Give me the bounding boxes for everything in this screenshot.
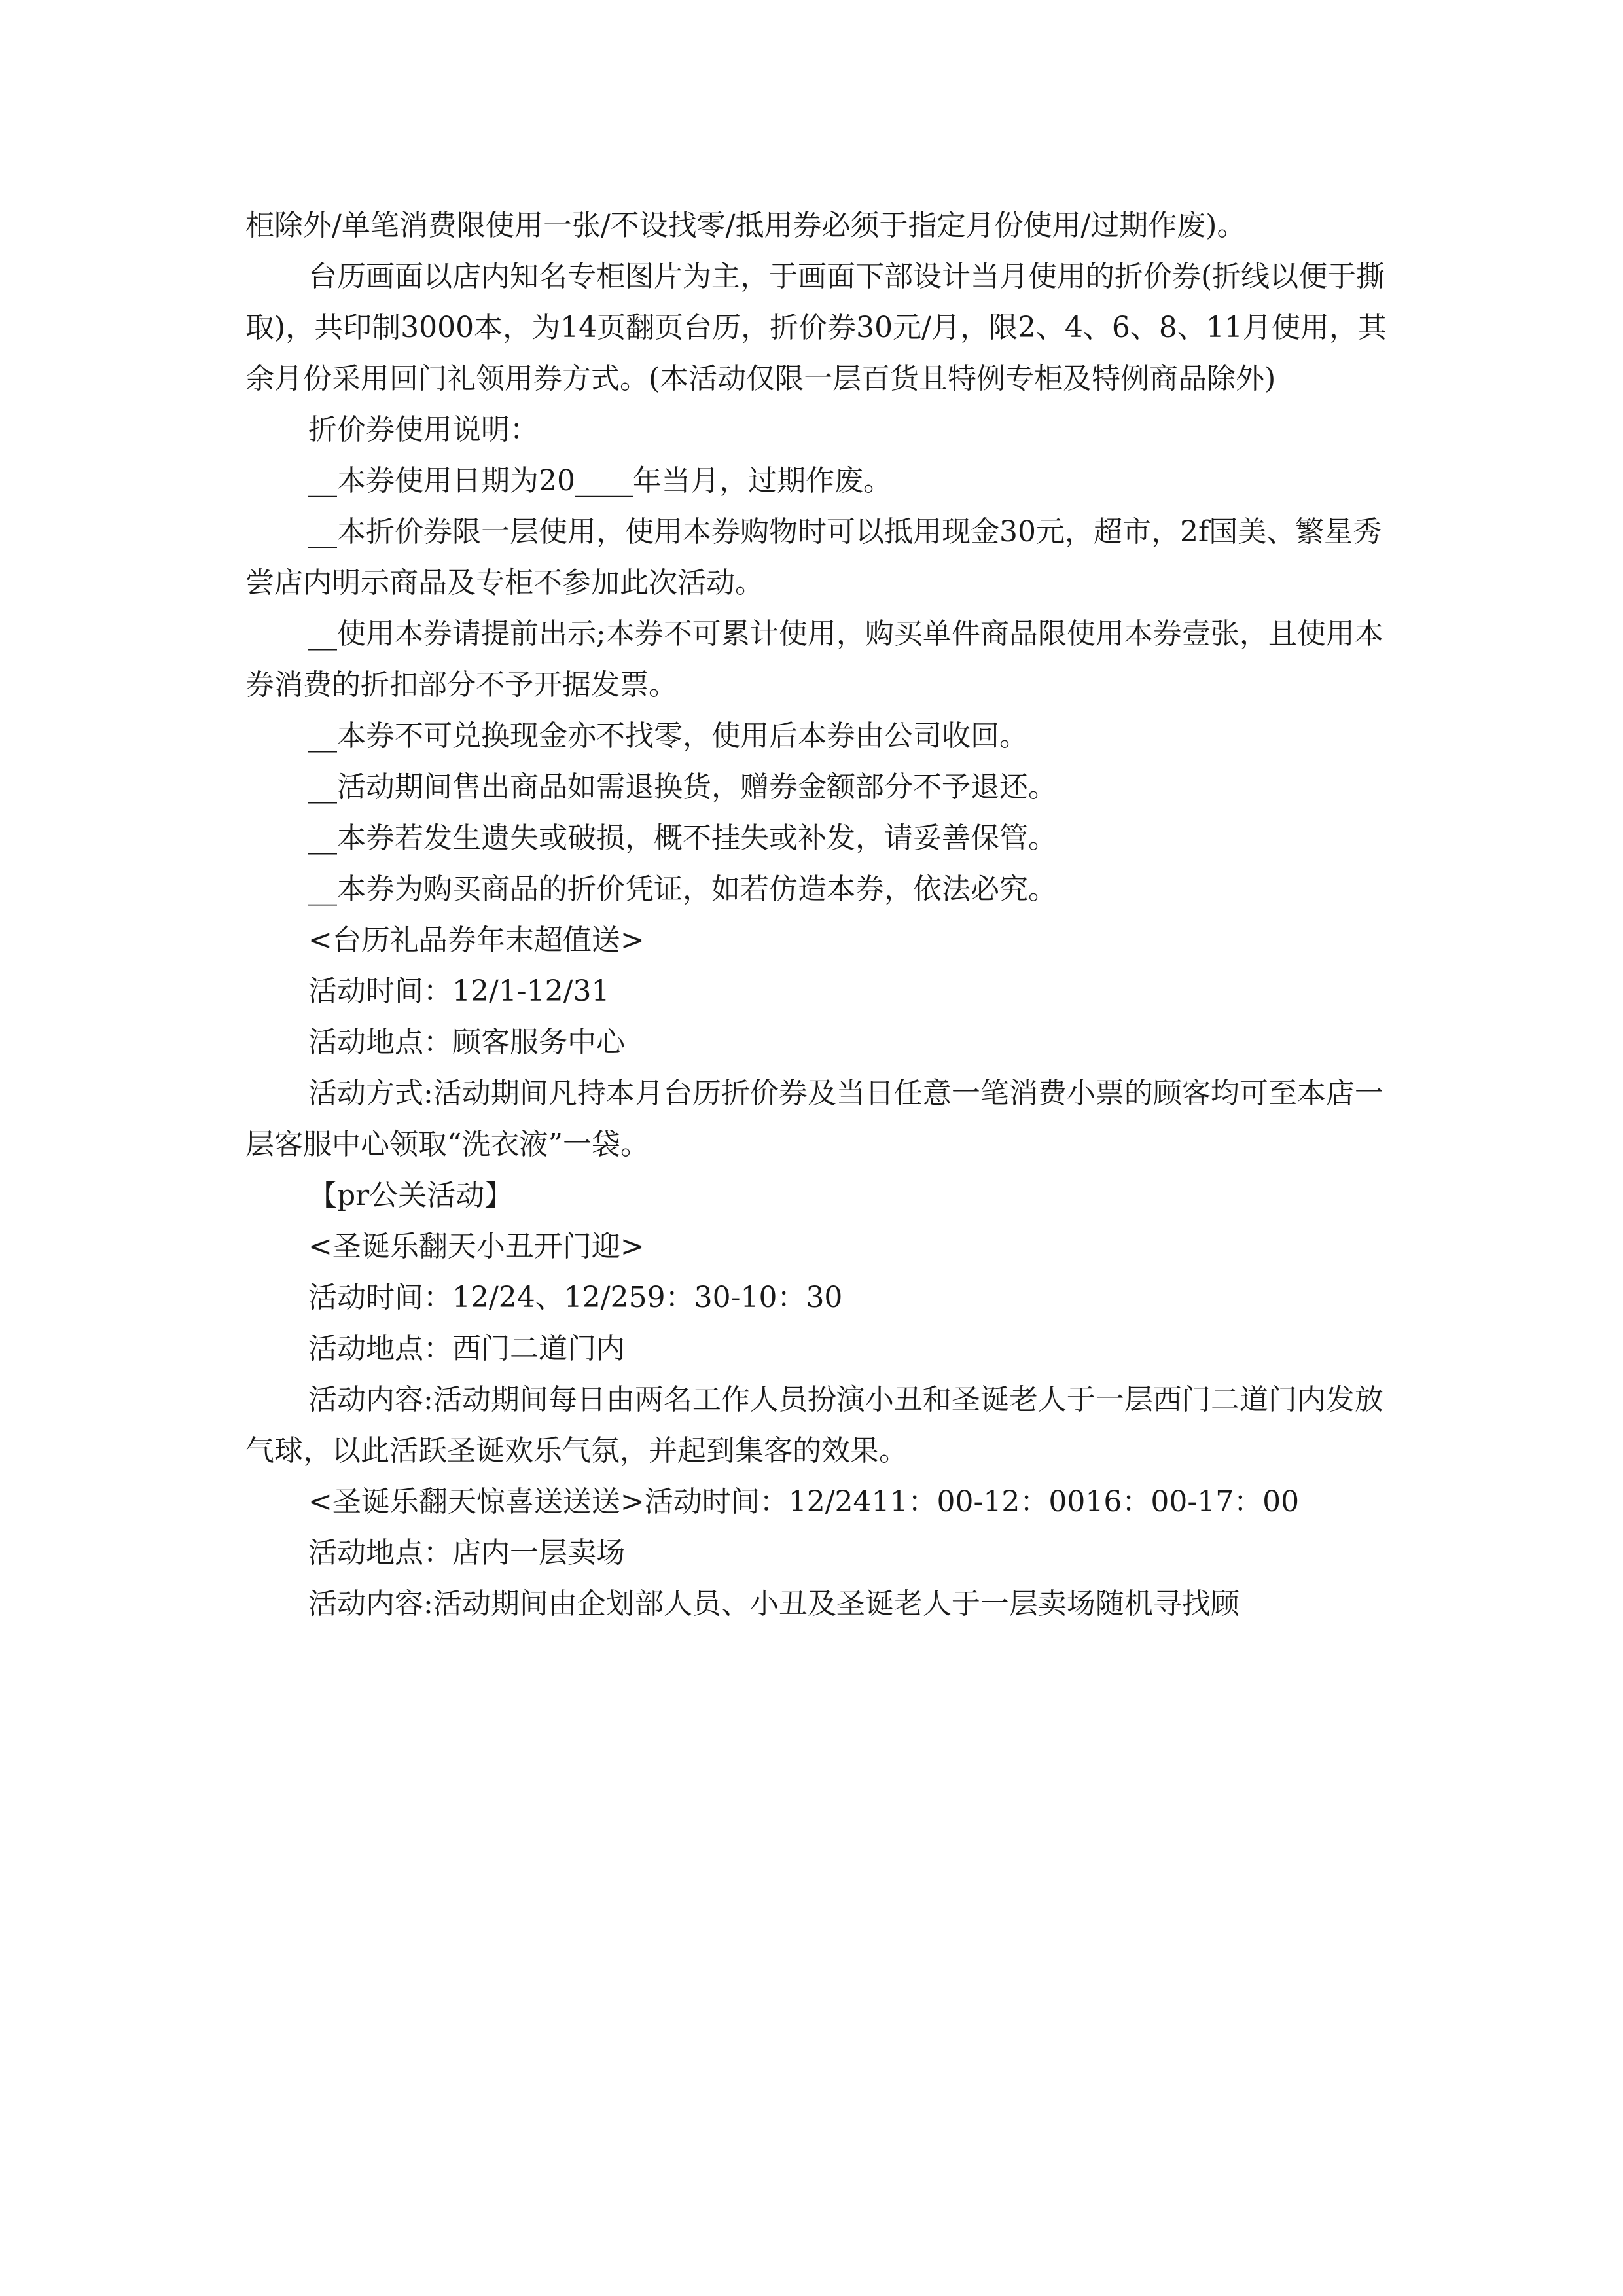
list-item: __本券使用日期为20____年当月，过期作废。 — [308, 464, 892, 497]
section-heading: 【pr公关活动】 — [308, 1179, 514, 1212]
section-heading: 折价券使用说明： — [308, 413, 539, 446]
activity-time: 活动时间：12/24、12/259：30-10：30 — [308, 1281, 843, 1314]
activity-location: 活动地点：店内一层卖场 — [308, 1536, 625, 1570]
document-body — [245, 200, 1391, 1630]
list-item: __本券为购买商品的折价凭证，如若仿造本券，依法必究。 — [308, 872, 1057, 906]
paragraph: 台历画面以店内知名专柜图片为主，于画面下部设计当月使用的折价券(折线以便于撕取)，共印制3000本，为14页翻页台历，折价券30元/月，限2、4、6、8、11月使用，其余月份采用回门礼领用券方式。(本活动仅限一层百货且特例专柜及特例商品除外) — [245, 260, 1387, 395]
list-item: __本券若发生遗失或破损，概不挂失或补发，请妥善保管。 — [308, 821, 1057, 855]
paragraph: 柜除外/单笔消费限使用一张/不设找零/抵用券必须于指定月份使用/过期作废)。 — [245, 209, 1246, 242]
activity-time: 活动时间：12/1-12/31 — [308, 975, 610, 1008]
list-item: __活动期间售出商品如需退换货，赠券金额部分不予退还。 — [308, 770, 1057, 804]
activity-content: 活动内容:活动期间每日由两名工作人员扮演小丑和圣诞老人于一层西门二道门内发放气球，以此活跃圣诞欢乐气氛，并起到集客的效果。 — [245, 1383, 1383, 1467]
activity-content: 活动内容:活动期间由企划部人员、小丑及圣诞老人于一层卖场随机寻找顾 — [308, 1587, 1240, 1621]
activity-title: <圣诞乐翻天小丑开门迎> — [308, 1230, 645, 1263]
activity-method: 活动方式:活动期间凡持本月台历折价券及当日任意一笔消费小票的顾客均可至本店一层客服中心领取“洗衣液”一袋。 — [245, 1077, 1383, 1161]
activity-title-time: <圣诞乐翻天惊喜送送送>活动时间：12/2411：00-12：0016：00-17：00 — [308, 1485, 1300, 1518]
list-item: __本券不可兑换现金亦不找零，使用后本券由公司收回。 — [308, 719, 1028, 753]
list-item: __使用本券请提前出示;本券不可累计使用，购买单件商品限使用本券壹张，且使用本券消费的折扣部分不予开据发票。 — [245, 617, 1383, 702]
activity-location: 活动地点：顾客服务中心 — [308, 1026, 625, 1059]
activity-location: 活动地点：西门二道门内 — [308, 1332, 625, 1365]
list-item: __本折价券限一层使用，使用本券购物时可以抵用现金30元，超市，2f国美、繁星秀尝店内明示商品及专柜不参加此次活动。 — [245, 515, 1382, 600]
activity-title: <台历礼品券年末超值送> — [308, 924, 645, 957]
